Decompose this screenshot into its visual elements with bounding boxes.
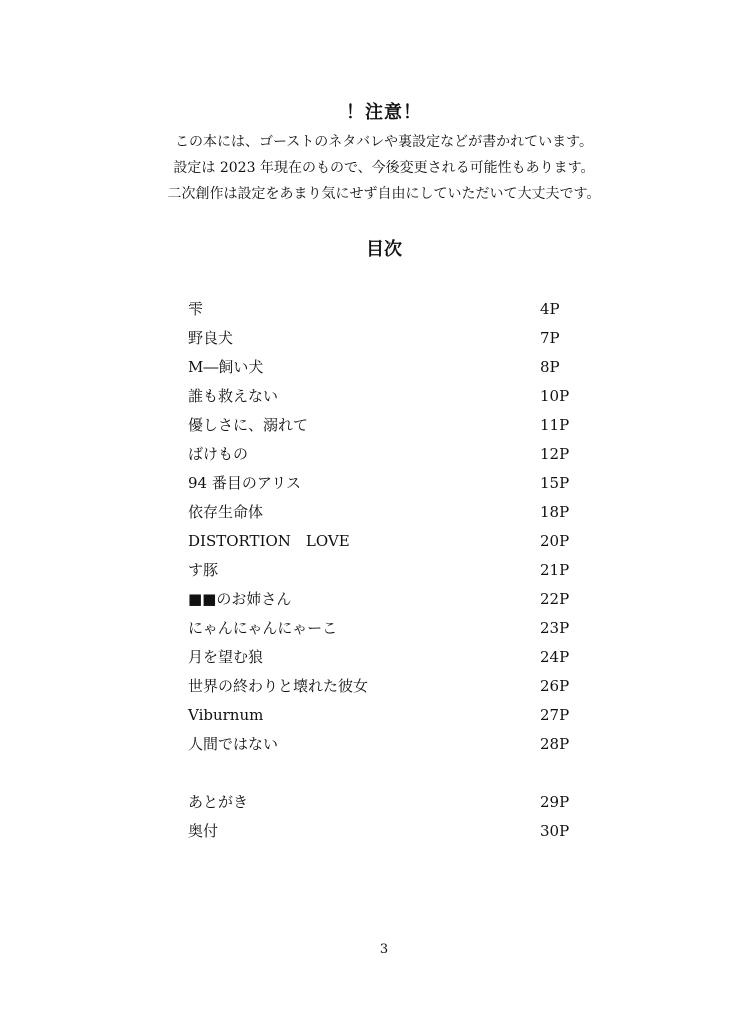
toc-entry-page: 18P (540, 503, 570, 521)
toc-entry-title: 月を望む狼 (188, 648, 264, 666)
toc-entry-title: 野良犬 (188, 329, 234, 347)
toc-entry-title: す豚 (188, 561, 219, 579)
toc-entry-title: 奥付 (188, 822, 219, 840)
toc-entry-page: 23P (540, 619, 570, 637)
toc-entry (188, 498, 588, 527)
notice-title: ！注意！ (346, 102, 422, 123)
toc-entry (188, 730, 588, 759)
toc-entry-title: 依存生命体 (188, 503, 264, 521)
toc-entry-page: 11P (540, 416, 570, 434)
notice-line-3: 二次創作は設定をあまり気にせず自由にしていただいて大丈夫です。 (167, 186, 601, 202)
toc-entry (188, 527, 588, 556)
toc-entry-title: にゃんにゃんにゃーこ (188, 619, 338, 637)
page-number: 3 (379, 942, 389, 957)
toc-entry (188, 324, 588, 353)
toc-entry (188, 701, 588, 730)
toc-entry (188, 643, 588, 672)
toc-entry-title: ばけもの (188, 445, 249, 463)
toc-entry-page: 8P (540, 358, 560, 376)
toc-entry-page: 7P (540, 329, 560, 347)
toc-entry-page: 28P (540, 735, 570, 753)
toc-entry-title: 世界の終わりと壊れた彼女 (188, 677, 369, 695)
toc-entry-title: 雫 (188, 300, 204, 318)
toc-entry (188, 411, 588, 440)
toc-entry (188, 672, 588, 701)
toc-entry (188, 382, 588, 411)
toc-entry (188, 440, 588, 469)
toc-entry (188, 556, 588, 585)
toc-entry-title: M―飼い犬 (188, 358, 264, 376)
table-of-contents (188, 295, 588, 846)
toc-entry-title: あとがき (188, 793, 249, 811)
toc-title: 目次 (366, 239, 402, 260)
toc-entry-page: 29P (540, 793, 570, 811)
toc-entry-title: DISTORTION LOVE (188, 532, 350, 550)
toc-entry-title: 誰も救えない (188, 387, 279, 405)
toc-entry-page: 20P (540, 532, 570, 550)
toc-entry-page: 4P (540, 300, 560, 318)
toc-entry-page: 21P (540, 561, 570, 579)
toc-entry-title: 人間ではない (188, 735, 279, 753)
toc-entry-page: 26P (540, 677, 570, 695)
toc-entry-title: ■■のお姉さん (188, 590, 292, 608)
toc-entry-page: 15P (540, 474, 570, 492)
notice-line-1: この本には、ゴーストのネタバレや裏設定などが書かれています。 (174, 134, 594, 150)
toc-entry-colophon (188, 817, 588, 846)
toc-spacer (188, 759, 588, 788)
toc-entry-title: Viburnum (188, 706, 264, 724)
notice-line-2: 設定は 2023 年現在のもので、今後変更される可能性もあります。 (173, 160, 595, 176)
toc-entry (188, 469, 588, 498)
notice-text (0, 129, 730, 207)
toc-entry (188, 353, 588, 382)
toc-entry-afterword (188, 788, 588, 817)
toc-entry (188, 614, 588, 643)
toc-entry-page: 24P (540, 648, 570, 666)
toc-entry-page: 27P (540, 706, 570, 724)
toc-entry-title: 優しさに、溺れて (188, 416, 309, 434)
toc-entry (188, 295, 588, 324)
toc-entry-page: 12P (540, 445, 570, 463)
toc-entry-page: 22P (540, 590, 570, 608)
toc-entry-page: 30P (540, 822, 570, 840)
toc-entry (188, 585, 588, 614)
toc-entry-page: 10P (540, 387, 570, 405)
toc-entry-title: 94 番目のアリス (188, 474, 301, 492)
